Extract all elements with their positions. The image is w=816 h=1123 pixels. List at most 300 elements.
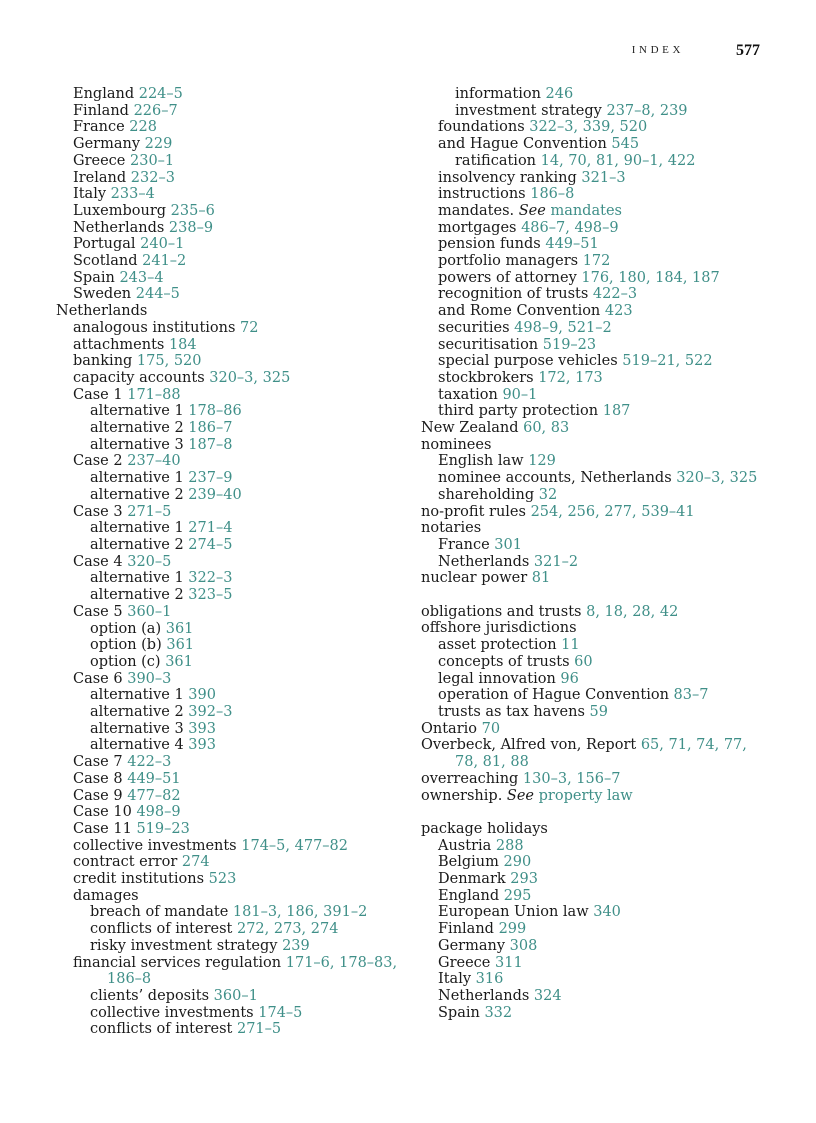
page-reference-link[interactable]: 393 bbox=[188, 720, 216, 737]
index-entry bbox=[421, 253, 771, 270]
index-entry bbox=[421, 938, 771, 955]
page-reference-link[interactable]: 254, 256, 277, 539–41 bbox=[530, 503, 695, 520]
index-term: Case 4 bbox=[73, 553, 123, 570]
page-reference-link[interactable]: 299 bbox=[498, 921, 527, 938]
index-entry bbox=[56, 370, 406, 387]
index-entry bbox=[421, 537, 771, 554]
index-entry bbox=[421, 504, 771, 521]
index-term: alternative 2 bbox=[90, 704, 184, 721]
index-entry bbox=[56, 387, 406, 404]
page-reference-link[interactable]: 271–5 bbox=[236, 1021, 282, 1038]
index-entry bbox=[56, 453, 406, 470]
index-entry bbox=[421, 921, 771, 938]
page-number: 577 bbox=[736, 42, 760, 59]
index-entry bbox=[56, 86, 406, 103]
index-term: capacity accounts bbox=[73, 369, 205, 386]
page-reference-link[interactable]: 176, 180, 184, 187 bbox=[581, 269, 720, 286]
index-term: overreaching bbox=[421, 770, 519, 787]
index-entry bbox=[421, 1005, 771, 1022]
page-reference-link[interactable]: 8, 18, 28, 42 bbox=[586, 603, 679, 620]
index-entry bbox=[56, 520, 406, 537]
index-entry bbox=[421, 737, 771, 770]
index-entry bbox=[56, 537, 406, 554]
page-reference-link[interactable]: 65, 71, 74, 77, 78, 81, 88 bbox=[455, 737, 747, 771]
index-entry bbox=[56, 286, 406, 303]
index-entry bbox=[421, 904, 771, 921]
index-term: alternative 3 bbox=[90, 436, 184, 453]
page-reference-link[interactable]: 228 bbox=[129, 119, 157, 136]
index-entry bbox=[421, 220, 771, 237]
index-term: alternative 1 bbox=[90, 570, 184, 587]
index-entry bbox=[421, 871, 771, 888]
index-term: Portugal bbox=[73, 236, 136, 253]
index-term: Greece bbox=[438, 954, 491, 971]
page-reference-link[interactable]: 184 bbox=[168, 336, 197, 353]
index-entry bbox=[421, 854, 771, 871]
index-term: Scotland bbox=[73, 253, 138, 270]
index-term: investment strategy bbox=[455, 102, 602, 119]
index-term: Netherlands bbox=[438, 553, 530, 570]
index-entry bbox=[421, 704, 771, 721]
index-entry bbox=[56, 570, 406, 587]
index-term: Overbeck, Alfred von, Report bbox=[421, 737, 637, 754]
index-term: trusts as tax havens bbox=[438, 704, 585, 720]
index-term: foundations bbox=[438, 119, 525, 136]
see-reference-label: See bbox=[506, 787, 535, 804]
index-term: nominee accounts, Netherlands bbox=[438, 470, 672, 487]
page-reference-link[interactable]: 239–40 bbox=[188, 486, 242, 503]
index-term: Case 3 bbox=[73, 503, 123, 520]
index-term: offshore jurisdictions bbox=[421, 620, 577, 637]
index-term: Spain bbox=[73, 269, 115, 286]
index-term: collective investments bbox=[90, 1004, 254, 1021]
index-term: alternative 2 bbox=[90, 587, 184, 604]
page-reference-link[interactable]: 293 bbox=[510, 871, 538, 888]
index-term: Netherlands bbox=[56, 303, 148, 320]
index-term: powers of attorney bbox=[438, 269, 577, 286]
page-reference-link[interactable]: 246 bbox=[545, 86, 574, 102]
index-term: Spain bbox=[438, 1004, 480, 1021]
page-reference-link[interactable]: 274–5 bbox=[188, 536, 233, 553]
index-term: attachments bbox=[73, 336, 165, 353]
index-term: portfolio managers bbox=[438, 253, 579, 270]
page-reference-link[interactable]: 171–6, 178–83, 186–8 bbox=[107, 954, 398, 988]
page-reference-link[interactable]: 175, 520 bbox=[136, 353, 202, 370]
page-reference-link[interactable]: 232–3 bbox=[130, 169, 175, 186]
page-reference-link[interactable]: 323–5 bbox=[188, 587, 233, 604]
page-reference-link[interactable]: 295 bbox=[503, 887, 532, 904]
page-reference-link[interactable]: 320–3, 325 bbox=[676, 470, 758, 487]
index-term: nuclear power bbox=[421, 570, 528, 587]
index-term: obligations and trusts bbox=[421, 603, 582, 620]
page-reference-link[interactable]: 392–3 bbox=[188, 704, 233, 721]
index-entry bbox=[421, 487, 771, 504]
index-entry bbox=[56, 220, 406, 237]
index-entry bbox=[56, 854, 406, 871]
index-entry bbox=[56, 804, 406, 821]
index-entry bbox=[56, 470, 406, 487]
index-entry bbox=[56, 1005, 406, 1022]
page-reference-link[interactable]: 14, 70, 81, 90–1, 422 bbox=[540, 152, 696, 169]
index-term: England bbox=[438, 887, 500, 904]
page-reference-link[interactable]: 187 bbox=[602, 403, 631, 420]
index-term: legal innovation bbox=[438, 670, 556, 687]
index-term: option (b) bbox=[90, 637, 162, 654]
index-entry bbox=[421, 470, 771, 487]
index-entry bbox=[421, 888, 771, 905]
page-reference-link[interactable]: 178–86 bbox=[188, 403, 242, 420]
page-reference-link[interactable]: 90–1 bbox=[502, 386, 538, 403]
index-entry bbox=[56, 320, 406, 337]
index-term: Belgium bbox=[438, 854, 499, 871]
index-entry bbox=[56, 303, 406, 320]
page-reference-link[interactable]: 244–5 bbox=[135, 286, 180, 303]
page-reference-link[interactable]: 361 bbox=[166, 637, 195, 654]
index-term: conflicts of interest bbox=[90, 1021, 233, 1038]
index-entry bbox=[421, 370, 771, 387]
index-term: Case 8 bbox=[73, 770, 123, 787]
index-term: contract error bbox=[73, 854, 178, 871]
index-entry bbox=[56, 270, 406, 287]
page-reference-link[interactable]: 449–51 bbox=[127, 770, 181, 787]
page-reference-link[interactable]: 390 bbox=[188, 687, 216, 704]
page-reference-link[interactable]: 174–5 bbox=[258, 1004, 303, 1021]
index-term: package holidays bbox=[421, 820, 548, 837]
index-entry bbox=[421, 403, 771, 420]
index-entry bbox=[56, 704, 406, 721]
page-reference-link[interactable]: 322–3 bbox=[188, 570, 233, 587]
index-term: and Hague Convention bbox=[438, 136, 607, 153]
index-entry bbox=[56, 1021, 406, 1038]
index-term: nominees bbox=[421, 436, 492, 453]
index-entry bbox=[421, 671, 771, 688]
index-term: asset protection bbox=[438, 637, 557, 654]
index-entry bbox=[421, 838, 771, 855]
index-entry bbox=[421, 353, 771, 370]
index-term: Italy bbox=[438, 971, 472, 988]
index-entry bbox=[56, 988, 406, 1005]
index-entry bbox=[56, 420, 406, 437]
index-term: recognition of trusts bbox=[438, 286, 589, 303]
index-term: ratification bbox=[455, 152, 537, 169]
index-entry bbox=[56, 621, 406, 638]
page-reference-link[interactable]: 390–3 bbox=[127, 670, 172, 687]
page-reference-link[interactable]: 498–9 bbox=[136, 804, 181, 821]
page-reference-link[interactable]: 186–7 bbox=[188, 420, 233, 437]
page-reference-link[interactable]: 230–1 bbox=[130, 152, 175, 169]
index-term: clients’ deposits bbox=[90, 987, 210, 1004]
index-entry bbox=[56, 921, 406, 938]
page-reference-link[interactable]: 301 bbox=[494, 536, 522, 553]
index-term: Netherlands bbox=[73, 219, 165, 236]
page-reference-link[interactable]: 498–9, 521–2 bbox=[514, 319, 612, 336]
index-entry bbox=[56, 253, 406, 270]
index-term: third party protection bbox=[438, 403, 599, 420]
index-entry bbox=[56, 170, 406, 187]
page-reference-link[interactable]: 60 bbox=[574, 653, 593, 670]
index-term: Case 2 bbox=[73, 453, 123, 470]
index-column-left bbox=[56, 86, 406, 1038]
index-term: financial services regulation bbox=[73, 954, 282, 971]
page-reference-link[interactable]: 288 bbox=[495, 837, 524, 854]
index-entry bbox=[421, 103, 771, 120]
index-entry bbox=[56, 587, 406, 604]
page-reference-link[interactable]: 181–3, 186, 391–2 bbox=[232, 904, 368, 921]
page-reference-link[interactable]: 240–1 bbox=[140, 236, 185, 253]
index-entry bbox=[421, 520, 771, 537]
index-term: France bbox=[438, 536, 490, 553]
index-entry bbox=[421, 437, 771, 454]
page-reference-link[interactable]: 172 bbox=[582, 253, 611, 270]
page-reference-link[interactable]: 229 bbox=[144, 136, 173, 153]
page-reference-link[interactable]: 237–40 bbox=[127, 453, 181, 470]
page-reference-link[interactable]: 83–7 bbox=[673, 687, 709, 704]
index-term: Case 11 bbox=[73, 820, 132, 837]
index-entry bbox=[56, 136, 406, 153]
index-entry bbox=[421, 821, 771, 838]
index-entry bbox=[421, 955, 771, 972]
index-entry bbox=[421, 203, 771, 220]
index-entry bbox=[56, 654, 406, 671]
index-entry bbox=[56, 337, 406, 354]
index-term: information bbox=[455, 86, 541, 102]
index-entry bbox=[421, 453, 771, 470]
page-reference-link[interactable]: 332 bbox=[484, 1004, 513, 1021]
index-entry bbox=[56, 687, 406, 704]
index-entry bbox=[421, 420, 771, 437]
index-entry bbox=[421, 570, 771, 587]
page-reference-link[interactable]: 272, 273, 274 bbox=[236, 921, 339, 938]
index-term: England bbox=[73, 86, 135, 102]
page-reference-link[interactable]: 96 bbox=[560, 670, 579, 687]
index-term: alternative 4 bbox=[90, 737, 184, 754]
page-reference-link[interactable]: 360–1 bbox=[127, 603, 172, 620]
index-term: taxation bbox=[438, 386, 498, 403]
index-term: pension funds bbox=[438, 236, 541, 253]
page-reference-link[interactable]: 70 bbox=[481, 720, 501, 737]
index-term: Italy bbox=[73, 186, 107, 203]
index-term: special purpose vehicles bbox=[438, 353, 618, 370]
page-reference-link[interactable]: 321–3 bbox=[581, 169, 626, 186]
index-term: Netherlands bbox=[438, 987, 530, 1004]
page-reference-link[interactable]: 60, 83 bbox=[523, 420, 570, 437]
page-reference-link[interactable]: 224–5 bbox=[138, 86, 183, 102]
page-reference-link[interactable]: 72 bbox=[240, 319, 259, 336]
index-entry bbox=[56, 888, 406, 905]
index-term: Case 5 bbox=[73, 603, 123, 620]
index-term: alternative 1 bbox=[90, 687, 184, 704]
page-reference-link[interactable]: 32 bbox=[538, 486, 558, 503]
cross-reference-link[interactable]: property law bbox=[538, 787, 633, 804]
index-term: damages bbox=[73, 887, 139, 904]
index-entry bbox=[421, 320, 771, 337]
page-reference-link[interactable]: 187–8 bbox=[188, 436, 233, 453]
index-entry bbox=[56, 637, 406, 654]
see-reference-label: See bbox=[518, 202, 546, 219]
page-reference-link[interactable]: 11 bbox=[561, 637, 580, 654]
page-reference-link[interactable]: 486–7, 498–9 bbox=[521, 219, 619, 236]
index-entry bbox=[56, 737, 406, 754]
index-entry bbox=[421, 604, 771, 621]
page-reference-link[interactable]: 477–82 bbox=[127, 787, 181, 804]
index-term: securities bbox=[438, 319, 510, 336]
page-reference-link[interactable]: 239 bbox=[282, 937, 310, 954]
index-term: alternative 2 bbox=[90, 420, 184, 437]
page-reference-link[interactable]: 519–23 bbox=[542, 336, 597, 353]
index-term: Denmark bbox=[438, 871, 506, 888]
page-reference-link[interactable]: 171–88 bbox=[127, 386, 181, 403]
page-reference-link[interactable]: 308 bbox=[509, 937, 538, 954]
index-term: stockbrokers bbox=[438, 369, 534, 386]
page-reference-link[interactable]: 523 bbox=[208, 871, 237, 888]
index-term: collective investments bbox=[73, 837, 237, 854]
page-reference-link[interactable]: 238–9 bbox=[168, 219, 214, 236]
index-term: alternative 2 bbox=[90, 486, 184, 503]
index-entry bbox=[56, 821, 406, 838]
page-reference-link[interactable]: 316 bbox=[475, 971, 504, 988]
index-entry bbox=[56, 754, 406, 771]
page-reference-link[interactable]: 233–4 bbox=[110, 186, 155, 203]
index-entry bbox=[56, 955, 406, 988]
index-entry bbox=[421, 637, 771, 654]
page-reference-link[interactable]: 423 bbox=[604, 303, 633, 320]
page-reference-link[interactable]: 320–3, 325 bbox=[209, 369, 291, 386]
page-reference-link[interactable]: 545 bbox=[611, 136, 640, 153]
index-term: Sweden bbox=[73, 286, 132, 303]
page-reference-link[interactable]: 340 bbox=[593, 904, 621, 921]
index-term: Germany bbox=[73, 136, 141, 153]
index-term: alternative 3 bbox=[90, 720, 184, 737]
index-term: analogous institutions bbox=[73, 319, 236, 336]
index-entry bbox=[421, 654, 771, 671]
index-entry bbox=[421, 387, 771, 404]
page-reference-link[interactable]: 361 bbox=[165, 653, 193, 670]
index-entry bbox=[56, 487, 406, 504]
index-term: mandates. bbox=[438, 202, 515, 219]
index-term: New Zealand bbox=[421, 420, 519, 437]
index-term: Ireland bbox=[73, 169, 127, 186]
page-reference-link[interactable]: 59 bbox=[589, 704, 608, 720]
page-reference-link[interactable]: 271–4 bbox=[188, 520, 233, 537]
index-term: credit institutions bbox=[73, 871, 205, 888]
index-entry bbox=[421, 771, 771, 788]
page-reference-link[interactable]: 422–3 bbox=[127, 754, 172, 771]
index-term: option (c) bbox=[90, 653, 161, 670]
page-reference-link[interactable]: 129 bbox=[528, 453, 556, 470]
index-entry bbox=[56, 437, 406, 454]
page-reference-link[interactable]: 174–5, 477–82 bbox=[241, 837, 348, 854]
index-entry bbox=[421, 270, 771, 287]
page-reference-link[interactable]: 393 bbox=[188, 737, 216, 754]
index-entry bbox=[56, 186, 406, 203]
index-term: shareholding bbox=[438, 486, 535, 503]
index-entry bbox=[56, 838, 406, 855]
index-term: Finland bbox=[438, 921, 494, 938]
page-reference-link[interactable]: 519–21, 522 bbox=[622, 353, 713, 370]
page-reference-link[interactable]: 271–5 bbox=[127, 503, 172, 520]
index-term: option (a) bbox=[90, 620, 162, 637]
index-term: Luxembourg bbox=[73, 202, 167, 219]
index-entry bbox=[421, 286, 771, 303]
index-entry bbox=[56, 236, 406, 253]
index-term: European Union law bbox=[438, 904, 589, 921]
index-term: Case 10 bbox=[73, 804, 132, 821]
page-reference-link[interactable]: 130–3, 156–7 bbox=[522, 770, 621, 787]
index-term: conflicts of interest bbox=[90, 921, 233, 938]
index-entry bbox=[421, 86, 771, 103]
index-term: mortgages bbox=[438, 219, 517, 236]
index-entry bbox=[56, 153, 406, 170]
page-reference-link[interactable]: 360–1 bbox=[213, 987, 258, 1004]
page-reference-link[interactable]: 241–2 bbox=[142, 253, 187, 270]
index-entry bbox=[421, 136, 771, 153]
page-reference-link[interactable]: 320–5 bbox=[127, 553, 172, 570]
page-reference-link[interactable]: 324 bbox=[533, 987, 562, 1004]
page-reference-link[interactable]: 81 bbox=[531, 570, 551, 587]
index-entry bbox=[421, 620, 771, 637]
index-entry bbox=[56, 554, 406, 571]
page-reference-link[interactable]: 449–51 bbox=[545, 236, 599, 253]
index-term: concepts of trusts bbox=[438, 653, 570, 670]
index-term: notaries bbox=[421, 520, 482, 537]
page-reference-link[interactable]: 186–8 bbox=[530, 186, 575, 203]
index-term: Case 1 bbox=[73, 386, 123, 403]
index-entry bbox=[421, 170, 771, 187]
cross-reference-link[interactable]: mandates bbox=[550, 202, 622, 219]
index-term: Greece bbox=[73, 152, 126, 169]
index-term: alternative 2 bbox=[90, 536, 184, 553]
page-reference-link[interactable]: 361 bbox=[165, 620, 194, 637]
index-term: securitisation bbox=[438, 336, 539, 353]
index-term: operation of Hague Convention bbox=[438, 687, 669, 704]
index-entry bbox=[56, 938, 406, 955]
index-term: and Rome Convention bbox=[438, 303, 601, 320]
index-entry bbox=[421, 721, 771, 738]
index-entry bbox=[56, 103, 406, 120]
index-entry bbox=[56, 771, 406, 788]
page-header bbox=[0, 42, 760, 62]
page-reference-link[interactable]: 290 bbox=[503, 854, 532, 871]
index-term: Germany bbox=[438, 937, 506, 954]
page-reference-link[interactable]: 322–3, 339, 520 bbox=[529, 119, 648, 136]
index-term: ownership. bbox=[421, 787, 503, 804]
index-term: English law bbox=[438, 453, 524, 470]
index-term: insolvency ranking bbox=[438, 169, 577, 186]
index-term: risky investment strategy bbox=[90, 937, 278, 954]
index-entry bbox=[56, 904, 406, 921]
index-entry bbox=[421, 554, 771, 571]
page-reference-link[interactable]: 422–3 bbox=[592, 286, 638, 303]
page-reference-link[interactable]: 237–9 bbox=[188, 470, 233, 487]
index-entry bbox=[421, 303, 771, 320]
page-reference-link[interactable]: 172, 173 bbox=[538, 369, 603, 386]
page-reference-link[interactable]: 519–23 bbox=[136, 820, 190, 837]
page-reference-link[interactable]: 274 bbox=[181, 854, 210, 871]
page-reference-link[interactable]: 321–2 bbox=[533, 553, 579, 570]
page-reference-link[interactable]: 235–6 bbox=[170, 202, 215, 219]
index-term: Austria bbox=[438, 837, 492, 854]
index-term: Case 7 bbox=[73, 754, 123, 771]
index-entry bbox=[56, 504, 406, 521]
page-reference-link[interactable]: 237–8, 239 bbox=[606, 102, 688, 119]
index-entry bbox=[56, 403, 406, 420]
page-reference-link[interactable]: 226–7 bbox=[133, 102, 178, 119]
page-reference-link[interactable]: 311 bbox=[495, 954, 523, 971]
index-entry bbox=[56, 788, 406, 805]
page-reference-link[interactable]: 243–4 bbox=[119, 269, 164, 286]
index-term: no-profit rules bbox=[421, 503, 526, 520]
index-entry bbox=[56, 203, 406, 220]
